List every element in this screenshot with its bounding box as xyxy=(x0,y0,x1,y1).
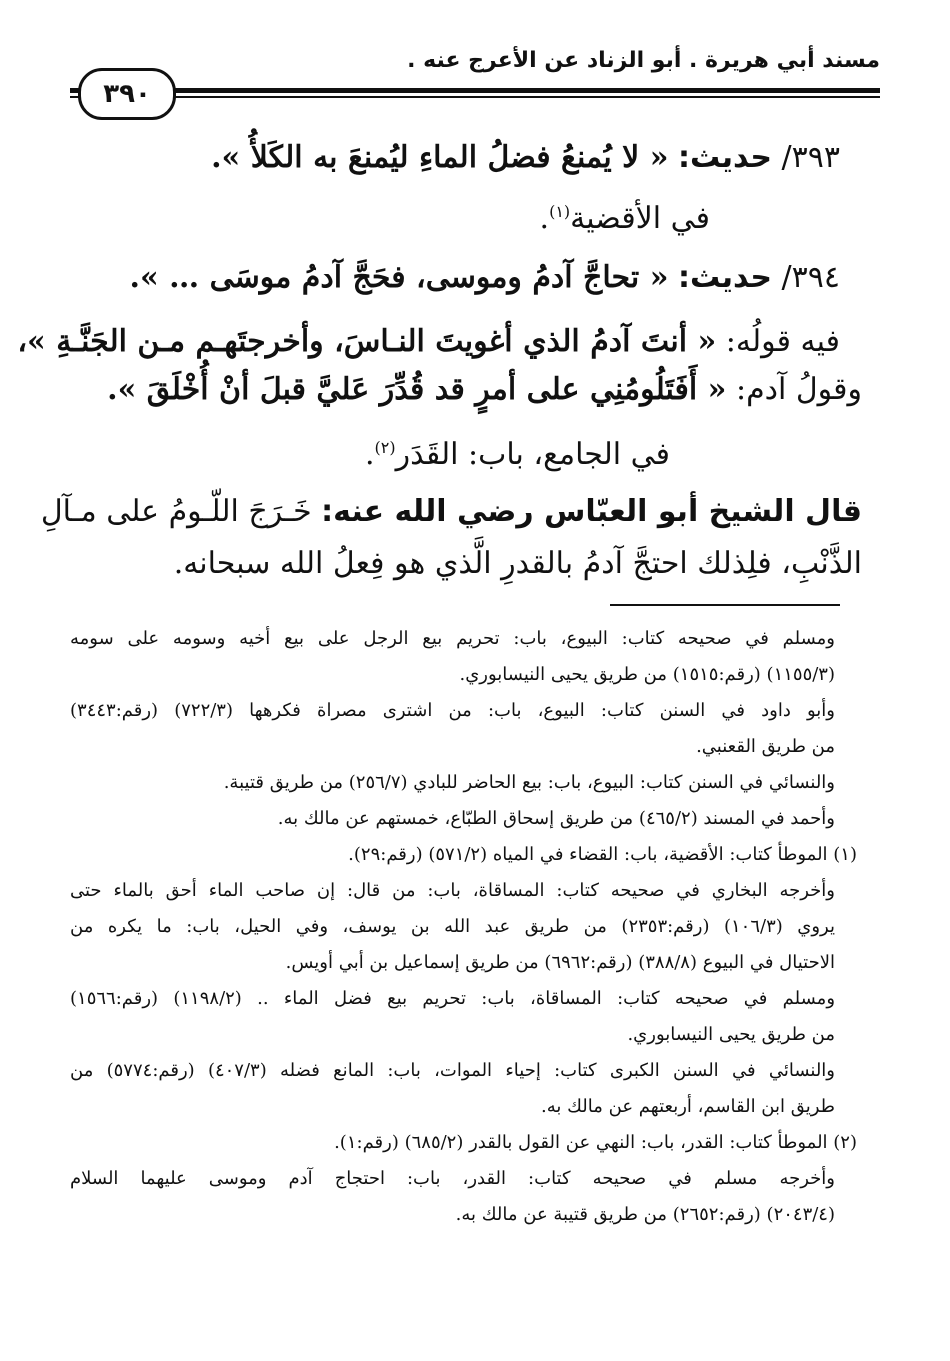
footnote-line: يروي (١٠٦/٣) (رقم:٢٣٥٣) من طريق عبد الله بن يوسف، وفي الحيل، باب: ما يكره من xyxy=(70,916,835,937)
hadith-393-text: « لا يُمنعُ فضلُ الماءِ ليُمنعَ به الكَلأُ ». xyxy=(211,140,669,175)
hadith-394-quote-1 xyxy=(17,320,840,364)
footnote-line: طريق ابن القاسم، أربعتهم عن مالك به. xyxy=(541,1096,835,1117)
footnote-separator xyxy=(610,604,840,606)
header-rule-thin xyxy=(70,96,880,98)
sheikh-keyword: قال الشيخ أبو العبّاس رضي الله عنه: xyxy=(321,494,862,529)
hadith-393-source xyxy=(540,190,710,241)
sheikh-comment-line-2 xyxy=(174,542,862,586)
page-number: ٣٩٠ xyxy=(78,68,176,120)
footnote-line: وأبو داود في السنن كتاب: البيوع، باب: من اشترى مصراة فكرهها (٧٢٢/٣) (رقم:٣٤٤٣) xyxy=(70,700,835,721)
footnote-line: ومسلم في صحيحه كتاب: المساقاة، باب: تحريم بيع فضل الماء .. (١١٩٨/٢) (رقم:١٥٦٦) xyxy=(70,988,836,1009)
footnote-line: (١١٥٥/٣) (رقم:١٥١٥) من طريق يحيى النيسابوري. xyxy=(459,664,835,685)
hadith-394-source-end: . xyxy=(364,437,375,472)
hadith-394-quote-2-text: « أَفَتَلُومُنِي على أمرٍ قد قُدِّرَ عَليَّ قبلَ أنْ أُخْلَقَ ». xyxy=(107,372,727,407)
hadith-393-line xyxy=(211,136,840,180)
footnote-line: من طريق القعنبي. xyxy=(696,736,835,757)
hadith-394-line xyxy=(130,256,840,300)
footnote-2-line: (٢) الموطأ كتاب: القدر، باب: النهي عن القول بالقدر (٦٨٥/٢) (رقم:١). xyxy=(334,1132,857,1153)
hadith-394-source xyxy=(365,426,670,477)
footnote-line: (٢٠٤٣/٤) (رقم:٢٦٥٢) من طريق قتيبة عن مالك به. xyxy=(455,1204,835,1225)
footnote-ref-2: (٢) xyxy=(374,438,396,457)
hadith-394-quote-2 xyxy=(107,368,862,412)
footnote-line: الاحتيال في البيوع (٣٨٨/٨) (رقم:٦٩٦٢) من طريق إسماعيل بن أبي أويس. xyxy=(285,952,835,973)
hadith-394-quote-1-pre: فيه قولُه: xyxy=(716,324,840,359)
sheikh-comment-line-1 xyxy=(41,490,862,534)
header-rule-thick xyxy=(70,88,880,93)
footnote-line: وأخرجه البخاري في صحيحه كتاب: المساقاة، باب: من قال: إن صاحب الماء أحق بالماء حتى xyxy=(70,880,835,901)
footnote-ref-1: (١) xyxy=(549,202,571,221)
hadith-394-quote-1-text: « أنتَ آدمُ الذي أغويتَ النـاسَ، وأخرجتَهـم مـن الجَنَّـةِ »، xyxy=(17,324,717,359)
running-title: مسند أبي هريرة . أبو الزناد عن الأعرج عنه . xyxy=(407,48,880,73)
footnote-1-line: (١) الموطأ كتاب: الأقضية، باب: القضاء في المياه (٥٧١/٢) (رقم:٢٩). xyxy=(348,844,857,865)
hadith-394-text: « تحاجَّ آدمُ وموسى، فحَجَّ آدمُ موسَى … ». xyxy=(129,260,669,295)
footnote-line: وأخرجه مسلم في صحيحه كتاب: القدر، باب: احتجاج آدم وموسى عليهما السلام xyxy=(70,1168,835,1189)
footnote-line: والنسائي في السنن كتاب: البيوع، باب: بيع الحاضر للبادي (٢٥٦/٧) من طريق قتيبة. xyxy=(223,772,835,793)
footnote-line: ومسلم في صحيحه كتاب: البيوع، باب: تحريم بيع الرجل على بيع أخيه وسومه على سومه xyxy=(70,628,835,649)
footnote-line: وأحمد في المسند (٤٦٥/٢) من طريق إسحاق الطبّاع، خمستهم عن مالك به. xyxy=(277,808,835,829)
hadith-393-source-text: في الأقضية xyxy=(570,201,710,236)
footnote-line: والنسائي في السنن الكبرى كتاب: إحياء الموات، باب: المانع فضله (٤٠٧/٣) (رقم:٥٧٧٤) من xyxy=(70,1060,835,1081)
footnote-line: من طريق يحيى النيسابوري. xyxy=(627,1024,835,1045)
hadith-394-number: ٣٩٤/ xyxy=(781,260,840,295)
hadith-393-keyword: حديث: xyxy=(678,140,772,175)
hadith-394-quote-2-pre: وقولُ آدم: xyxy=(726,372,862,407)
hadith-394-source-text: في الجامع، باب: القَدَر xyxy=(395,437,670,472)
hadith-393-source-end: . xyxy=(539,201,550,236)
hadith-393-number: ٣٩٣/ xyxy=(781,140,840,175)
hadith-394-keyword: حديث: xyxy=(678,260,772,295)
sheikh-text-2: الذَّنْبِ، فلِذلك احتجَّ آدمُ بالقدرِ الَّذي هو فِعلُ الله سبحانه. xyxy=(173,546,862,581)
sheikh-text-1: خَـرَجَ اللّـومُ على مـآلِ xyxy=(40,494,322,529)
page-header xyxy=(70,40,880,120)
